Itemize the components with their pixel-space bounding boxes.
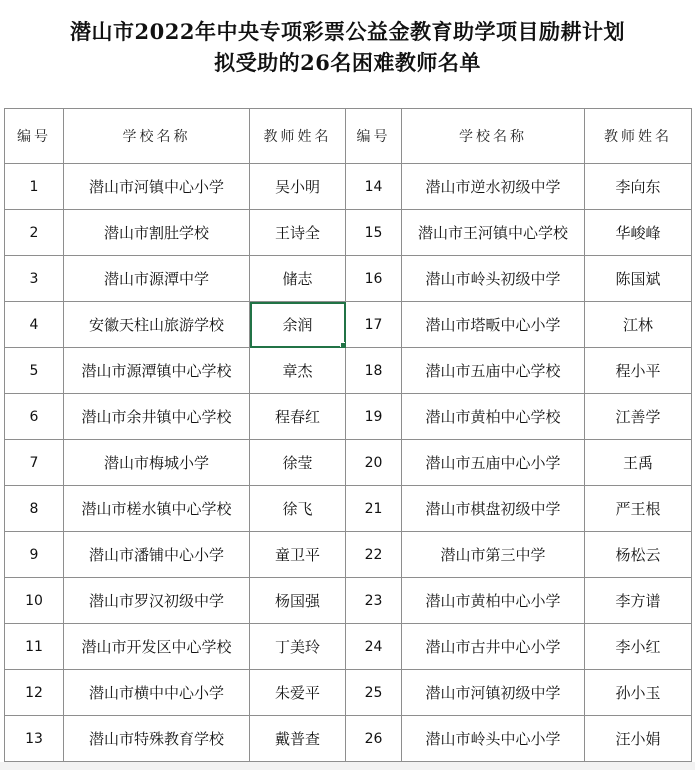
cell-school[interactable]: 潜山市塔畈中心小学 bbox=[402, 302, 585, 348]
cell-teacher[interactable]: 陈国斌 bbox=[585, 256, 692, 302]
teacher-roster-table bbox=[4, 108, 692, 762]
cell-school[interactable]: 潜山市棋盘初级中学 bbox=[402, 486, 585, 532]
cell-teacher[interactable]: 储志 bbox=[250, 256, 346, 302]
cell-number[interactable]: 5 bbox=[5, 348, 64, 394]
cell-school[interactable]: 安徽天柱山旅游学校 bbox=[64, 302, 250, 348]
cell-number[interactable]: 7 bbox=[5, 440, 64, 486]
selected-cell-teacher[interactable] bbox=[250, 302, 346, 348]
cell-school[interactable]: 潜山市岭头初级中学 bbox=[402, 256, 585, 302]
cell-teacher[interactable]: 江林 bbox=[585, 302, 692, 348]
cell-teacher[interactable]: 程小平 bbox=[585, 348, 692, 394]
cell-number[interactable]: 1 bbox=[5, 164, 64, 210]
cell-teacher[interactable]: 丁美玲 bbox=[250, 624, 346, 670]
cell-teacher[interactable]: 孙小玉 bbox=[585, 670, 692, 716]
table-row bbox=[5, 624, 692, 670]
document-title bbox=[0, 16, 695, 78]
cell-school[interactable]: 潜山市开发区中心学校 bbox=[64, 624, 250, 670]
header-teacher-right[interactable]: 教师姓名 bbox=[585, 109, 692, 164]
cell-teacher[interactable]: 严王根 bbox=[585, 486, 692, 532]
header-school-right[interactable]: 学校名称 bbox=[402, 109, 585, 164]
cell-teacher[interactable]: 戴普查 bbox=[250, 716, 346, 762]
header-row bbox=[5, 109, 692, 164]
cell-school[interactable]: 潜山市逆水初级中学 bbox=[402, 164, 585, 210]
cell-number[interactable]: 25 bbox=[346, 670, 402, 716]
cell-number[interactable]: 15 bbox=[346, 210, 402, 256]
table-row bbox=[5, 210, 692, 256]
cell-number[interactable]: 16 bbox=[346, 256, 402, 302]
cell-number[interactable]: 9 bbox=[5, 532, 64, 578]
selected-cell-text: 余润 bbox=[282, 316, 313, 334]
cell-school[interactable]: 潜山市五庙中心学校 bbox=[402, 348, 585, 394]
cell-school[interactable]: 潜山市源潭中学 bbox=[64, 256, 250, 302]
header-number-left[interactable]: 编号 bbox=[5, 109, 64, 164]
cell-number[interactable]: 19 bbox=[346, 394, 402, 440]
cell-teacher[interactable]: 徐飞 bbox=[250, 486, 346, 532]
cell-school[interactable]: 潜山市源潭镇中心学校 bbox=[64, 348, 250, 394]
table-row bbox=[5, 302, 692, 348]
cell-school[interactable]: 潜山市罗汉初级中学 bbox=[64, 578, 250, 624]
cell-school[interactable]: 潜山市余井镇中心学校 bbox=[64, 394, 250, 440]
cell-teacher[interactable]: 华峻峰 bbox=[585, 210, 692, 256]
cell-school[interactable]: 潜山市槎水镇中心学校 bbox=[64, 486, 250, 532]
cell-school[interactable]: 潜山市梅城小学 bbox=[64, 440, 250, 486]
header-teacher-left[interactable]: 教师姓名 bbox=[250, 109, 346, 164]
cell-school[interactable]: 潜山市河镇初级中学 bbox=[402, 670, 585, 716]
cell-school[interactable]: 潜山市潘铺中心小学 bbox=[64, 532, 250, 578]
table-row bbox=[5, 348, 692, 394]
cell-number[interactable]: 24 bbox=[346, 624, 402, 670]
cell-school[interactable]: 潜山市第三中学 bbox=[402, 532, 585, 578]
cell-teacher[interactable]: 朱爱平 bbox=[250, 670, 346, 716]
cell-number[interactable]: 20 bbox=[346, 440, 402, 486]
cell-number[interactable]: 2 bbox=[5, 210, 64, 256]
cell-school[interactable]: 潜山市岭头中心小学 bbox=[402, 716, 585, 762]
cell-number[interactable]: 11 bbox=[5, 624, 64, 670]
cell-teacher[interactable]: 李方谱 bbox=[585, 578, 692, 624]
cell-teacher[interactable]: 王诗全 bbox=[250, 210, 346, 256]
cell-school[interactable]: 潜山市五庙中心小学 bbox=[402, 440, 585, 486]
cell-number[interactable]: 13 bbox=[5, 716, 64, 762]
cell-teacher[interactable]: 吴小明 bbox=[250, 164, 346, 210]
cell-school[interactable]: 潜山市河镇中心小学 bbox=[64, 164, 250, 210]
cell-school[interactable]: 潜山市古井中心小学 bbox=[402, 624, 585, 670]
table-row bbox=[5, 440, 692, 486]
cell-number[interactable]: 10 bbox=[5, 578, 64, 624]
table-row bbox=[5, 532, 692, 578]
header-school-left[interactable]: 学校名称 bbox=[64, 109, 250, 164]
cell-number[interactable]: 18 bbox=[346, 348, 402, 394]
cell-number[interactable]: 12 bbox=[5, 670, 64, 716]
cell-teacher[interactable]: 汪小娟 bbox=[585, 716, 692, 762]
cell-teacher[interactable]: 杨国强 bbox=[250, 578, 346, 624]
title-line-2: 拟受助的26名困难教师名单 bbox=[214, 50, 481, 75]
cell-teacher[interactable]: 杨松云 bbox=[585, 532, 692, 578]
cell-teacher[interactable]: 程春红 bbox=[250, 394, 346, 440]
cell-number[interactable]: 14 bbox=[346, 164, 402, 210]
cell-teacher[interactable]: 李向东 bbox=[585, 164, 692, 210]
cell-school[interactable]: 潜山市横中中心小学 bbox=[64, 670, 250, 716]
cell-number[interactable]: 23 bbox=[346, 578, 402, 624]
cell-teacher[interactable]: 王禹 bbox=[585, 440, 692, 486]
cell-number[interactable]: 22 bbox=[346, 532, 402, 578]
cell-school[interactable]: 潜山市特殊教育学校 bbox=[64, 716, 250, 762]
sheet-bottom-edge bbox=[0, 762, 695, 770]
cell-teacher[interactable]: 李小红 bbox=[585, 624, 692, 670]
table-row bbox=[5, 486, 692, 532]
cell-teacher[interactable]: 江善学 bbox=[585, 394, 692, 440]
cell-number[interactable]: 17 bbox=[346, 302, 402, 348]
cell-number[interactable]: 3 bbox=[5, 256, 64, 302]
cell-number[interactable]: 6 bbox=[5, 394, 64, 440]
cell-teacher[interactable]: 徐莹 bbox=[250, 440, 346, 486]
cell-number[interactable]: 21 bbox=[346, 486, 402, 532]
table-row bbox=[5, 716, 692, 762]
table-row bbox=[5, 256, 692, 302]
cell-number[interactable]: 26 bbox=[346, 716, 402, 762]
table-row bbox=[5, 164, 692, 210]
fill-handle[interactable] bbox=[340, 342, 346, 348]
cell-school[interactable]: 潜山市黄柏中心学校 bbox=[402, 394, 585, 440]
cell-teacher[interactable]: 童卫平 bbox=[250, 532, 346, 578]
cell-number[interactable]: 4 bbox=[5, 302, 64, 348]
cell-teacher[interactable]: 章杰 bbox=[250, 348, 346, 394]
header-number-right[interactable]: 编号 bbox=[346, 109, 402, 164]
table-row bbox=[5, 578, 692, 624]
cell-number[interactable]: 8 bbox=[5, 486, 64, 532]
title-line-1: 潜山市2022年中央专项彩票公益金教育助学项目励耕计划 bbox=[70, 19, 625, 44]
cell-school[interactable]: 潜山市割肚学校 bbox=[64, 210, 250, 256]
table-row bbox=[5, 394, 692, 440]
table-row bbox=[5, 670, 692, 716]
cell-school[interactable]: 潜山市黄柏中心小学 bbox=[402, 578, 585, 624]
cell-school[interactable]: 潜山市王河镇中心学校 bbox=[402, 210, 585, 256]
